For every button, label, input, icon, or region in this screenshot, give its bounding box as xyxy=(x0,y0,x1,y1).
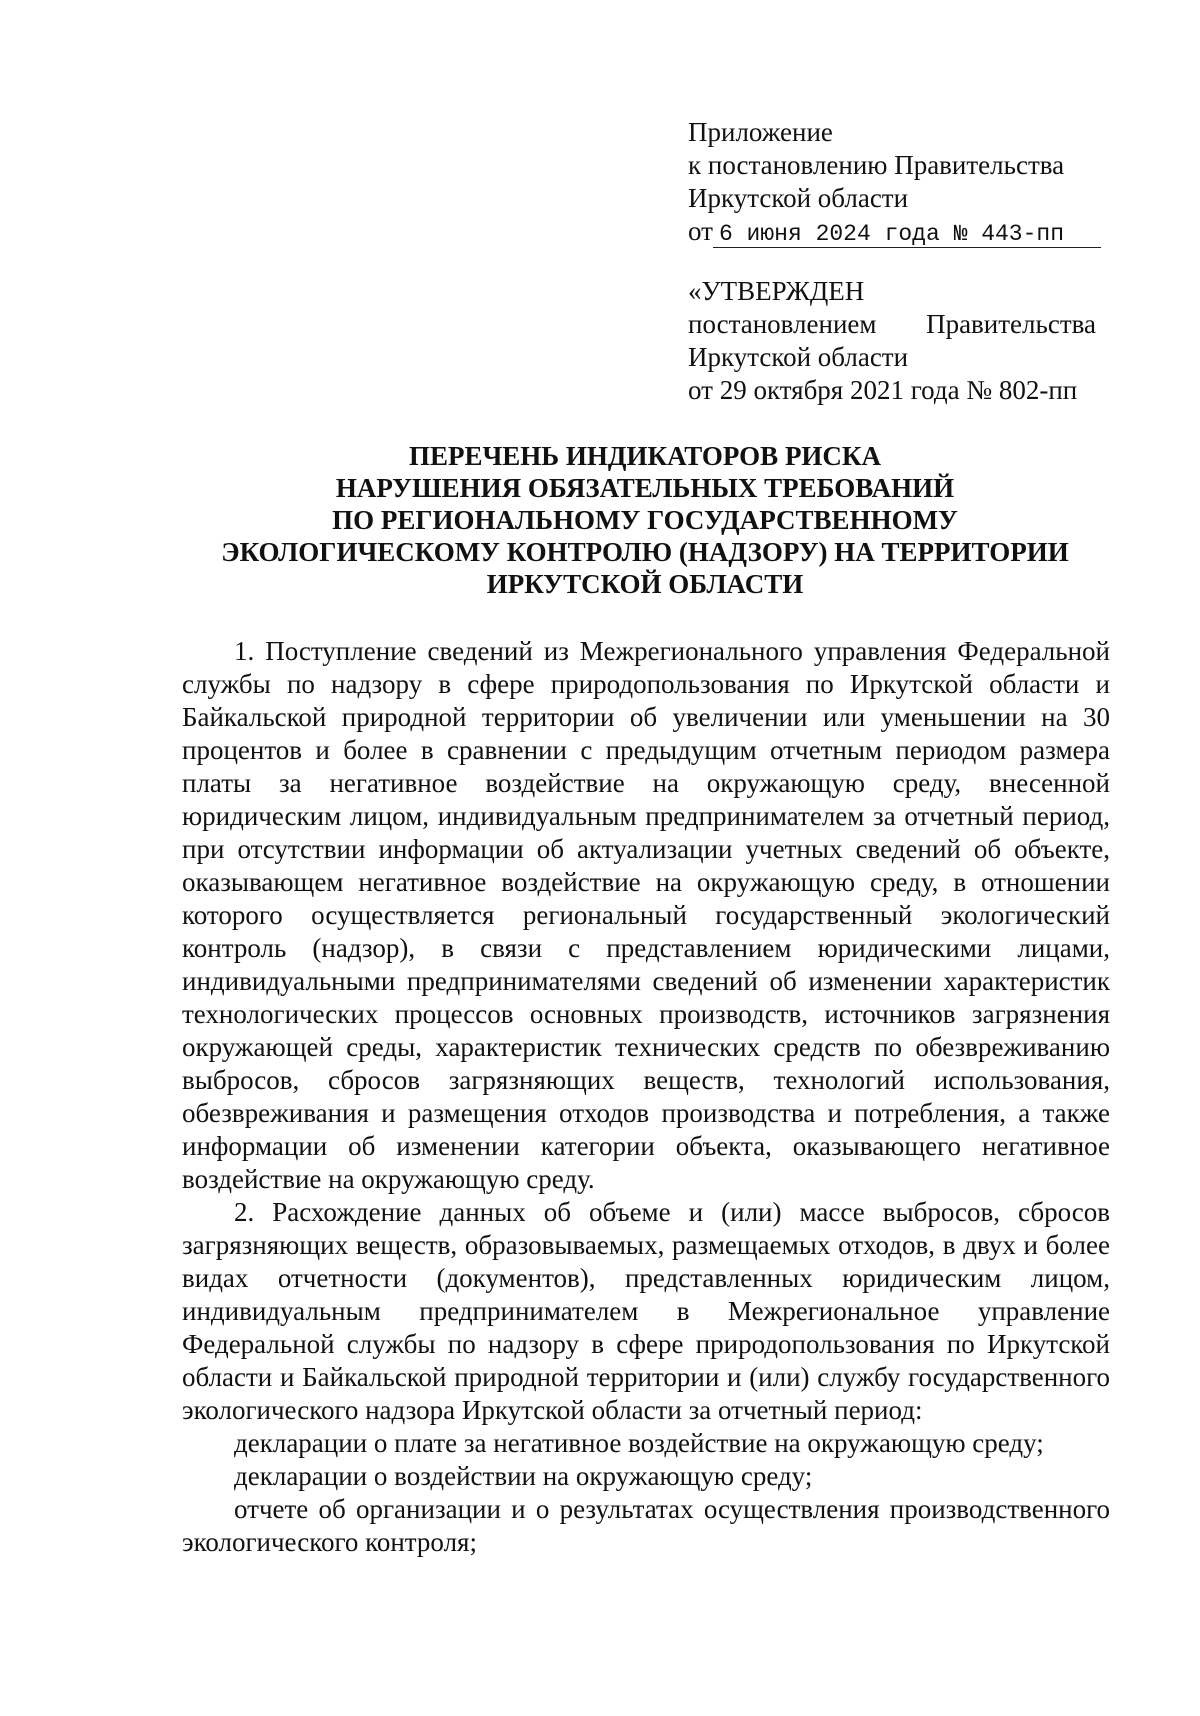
title-line-5: ИРКУТСКОЙ ОБЛАСТИ xyxy=(486,569,804,599)
appendix-label: Приложение xyxy=(688,117,833,147)
document-body xyxy=(182,635,1110,1559)
approved-by-decree: постановлением xyxy=(688,309,877,339)
appendix-to-decree: к постановлению Правительства xyxy=(688,150,1065,180)
approved-label: «УТВЕРЖДЕН xyxy=(688,276,865,306)
title-line-4: ЭКОЛОГИЧЕСКОМУ КОНТРОЛЮ (НАДЗОРУ) НА ТЕРРИТОРИИ xyxy=(221,537,1069,567)
appendix-decree-line xyxy=(688,215,1101,248)
list-item: декларации о воздействии на окружающую среду; xyxy=(234,1461,813,1491)
approved-region: Иркутской области xyxy=(688,342,909,372)
appendix-header xyxy=(688,116,1101,248)
appendix-region: Иркутской области xyxy=(688,183,909,213)
approved-by-government: Правительства xyxy=(926,309,1096,339)
title-line-2: НАРУШЕНИЯ ОБЯЗАТЕЛЬНЫХ ТРЕБОВАНИЙ xyxy=(335,473,955,503)
appendix-decree-prefix: от xyxy=(688,216,713,246)
list-item: отчете об организации и о результатах осуществления производственного экологического контроля; xyxy=(182,1494,1110,1557)
approval-stamp-block xyxy=(688,275,1096,407)
list-item: декларации о плате за негативное воздействие на окружающую среду; xyxy=(234,1428,1044,1458)
approved-decree-number: от 29 октября 2021 года № 802-пп xyxy=(688,375,1078,405)
approved-by-line xyxy=(688,308,1096,341)
title-line-1: ПЕРЕЧЕНЬ ИНДИКАТОРОВ РИСКА xyxy=(408,441,882,471)
title-line-3: ПО РЕГИОНАЛЬНОМУ ГОСУДАРСТВЕННОМУ xyxy=(332,505,958,535)
paragraph-2: 2. Расхождение данных об объеме и (или) массе выбросов, сбросов загрязняющих веществ, образовываемых, размещаемых отходов, в двух и более видах отчетности (документов), представленных юридическим лицом, индивидуальным предпринимателем в Межрегиональное управление Федеральной службы по надзору в сфере природопользования по Иркутской области и Байкальской природной территории и (или) службу государственного экологического надзора Иркутской области за отчетный период: xyxy=(182,1197,1110,1425)
appendix-decree-number: 6 июня 2024 года № 443-пп xyxy=(713,221,1101,248)
paragraph-1: 1. Поступление сведений из Межрегионального управления Федеральной службы по надзору в сфере природопользования по Иркутской области и Байкальской природной территории об увеличении или уменьшении на 30 процентов и более в сравнении с предыдущим отчетным периодом размера платы за негативное воздействие на окружающую среду, внесенной юридическим лицом, индивидуальным предпринимателем за отчетный период, при отсутствии информации об актуализации учетных сведений об объекте, оказывающем негативное воздействие на окружающую среду, в отношении которого осуществляется региональный государственный экологический контроль (надзор), в связи с представлением юридическими лицами, индивидуальными предпринимателями сведений об изменении характеристик технологических процессов основных производств, источников загрязнения окружающей среды, характеристик технических средств по обезвреживанию выбросов, сбросов загрязняющих веществ, технологий использования, обезвреживания и размещения отходов производства и потребления, а также информации об изменении категории объекта, оказывающего негативное воздействие на окружающую среду. xyxy=(182,636,1110,1194)
document-title xyxy=(110,440,1180,600)
